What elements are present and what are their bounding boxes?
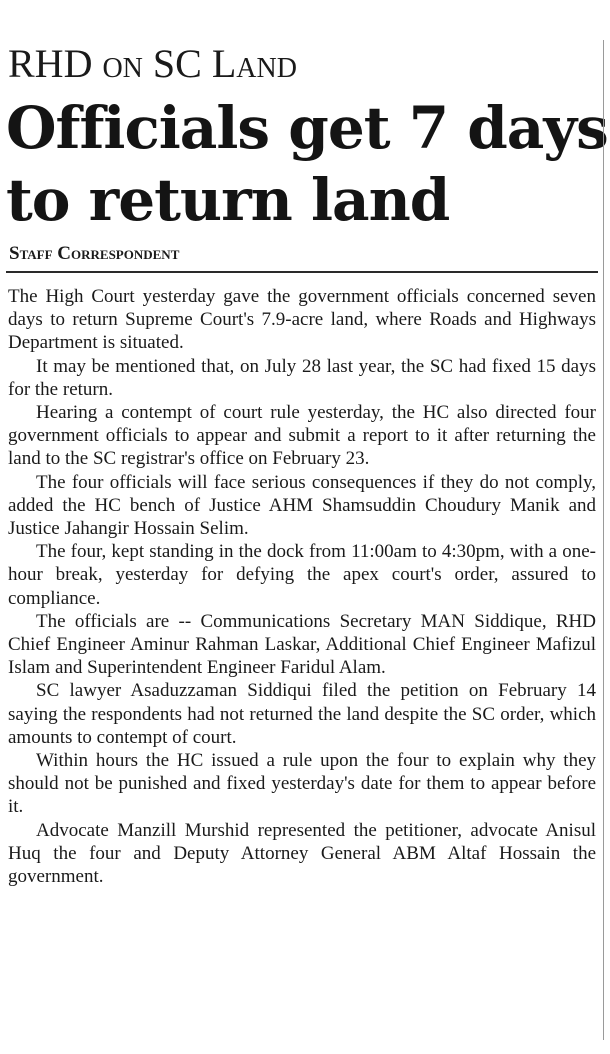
headline-line-1: Officials get 7 days	[6, 94, 608, 162]
headline-line-2: to return land	[6, 166, 450, 234]
paragraph-8: Within hours the HC issued a rule upon the four to explain why they should not be punished and fixed yesterday's date for them to appear before it.	[8, 750, 596, 818]
paragraph-4: The four officials will face serious consequences if they do not comply, added the HC bench of Justice AHM Shamsuddin Choudury Manik and Justice Jahangir Hossain Selim.	[8, 471, 596, 540]
paragraph-2: It may be mentioned that, on July 28 last year, the SC had fixed 15 days for the return.	[8, 355, 596, 400]
paragraph-1: The High Court yesterday gave the government officials concerned seven days to return Supreme Court's 7.9-acre land, where Roads and Highways Department is situated.	[8, 286, 596, 354]
paragraph-3: Hearing a contempt of court rule yesterday, the HC also directed four government officials to appear and submit a report to it after returning the land to the SC registrar's office on February 23.	[8, 402, 596, 470]
paragraph-6: The officials are -- Communications Secretary MAN Siddique, RHD Chief Engineer Aminur Rahman Laskar, Additional Chief Engineer Mafizul Islam and Superintendent Engineer Faridul Alam.	[8, 610, 596, 679]
byline: Staff Correspondent	[9, 243, 180, 264]
byline-divider	[6, 271, 598, 273]
headline	[6, 92, 606, 236]
kicker-label: RHD on SC Land	[8, 41, 297, 86]
paragraph-7: SC lawyer Asaduzzaman Siddiqui filed the petition on February 14 saying the respondents had not returned the land despite the SC order, which amounts to contempt of court.	[8, 680, 596, 748]
article-body	[8, 285, 596, 888]
paragraph-9: Advocate Manzill Murshid represented the petitioner, advocate Anisul Huq the four and Deputy Attorney General ABM Altaf Hossain the government.	[8, 819, 596, 888]
column-divider	[603, 40, 604, 1040]
paragraph-5: The four, kept standing in the dock from 11:00am to 4:30pm, with a one-hour break, yesterday for defying the apex court's order, assured to compliance.	[8, 541, 596, 609]
